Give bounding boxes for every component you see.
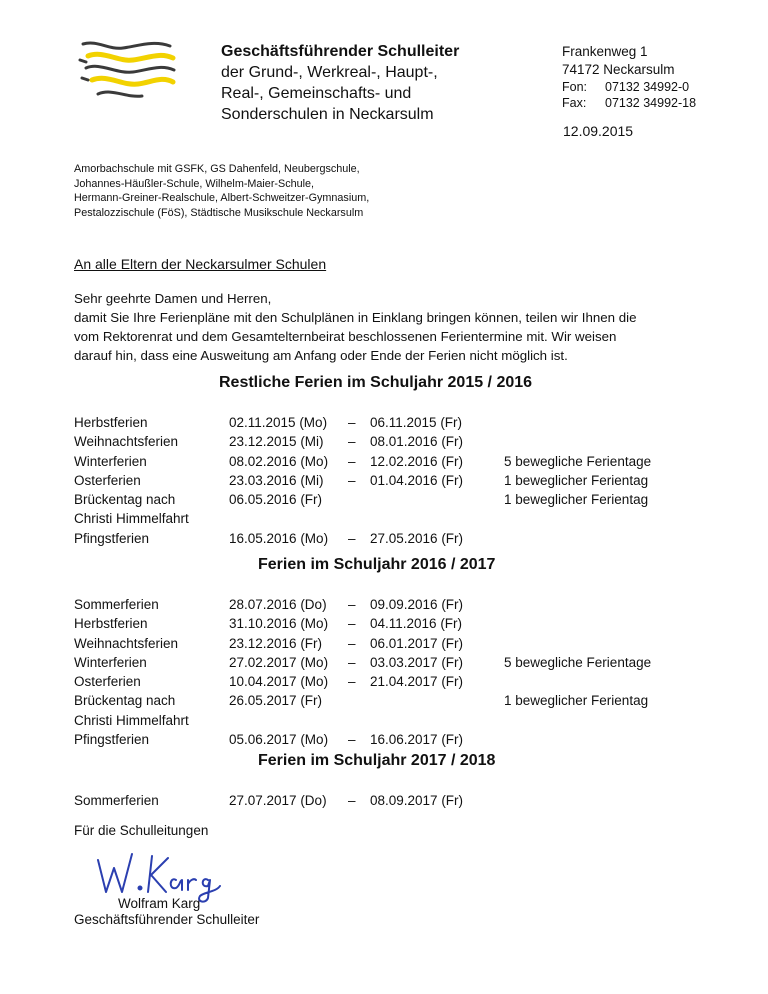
sender-title-line: der Grund-, Werkreal-, Haupt-, [221,64,438,81]
holiday-from: 23.12.2016 (Fr) [229,635,323,651]
school-list [74,162,434,220]
address-city: 74172 Neckarsulm [562,62,675,77]
phone-label: Fon: [562,80,588,94]
holiday-to: 03.03.2017 (Fr) [370,654,464,670]
holiday-row [74,791,724,810]
signer-role: Geschäftsführender Schulleiter [74,912,260,927]
holiday-from: 23.03.2016 (Mi) [229,472,324,488]
school-list-line: Pestalozzischule (FöS), Städtische Musikschule Neckarsulm [74,206,364,219]
holiday-row [74,614,724,633]
holiday-row [74,634,724,653]
holiday-row [74,432,724,451]
address-street: Frankenweg 1 [562,44,648,59]
holiday-to: 06.01.2017 (Fr) [370,635,464,651]
holiday-label: Weihnachtsferien [74,635,179,651]
holiday-dash: – [348,635,356,651]
sender-title [221,41,459,125]
holiday-label: Winterferien [74,654,147,670]
holiday-note: 5 bewegliche Ferientage [504,453,652,469]
holiday-dash: – [348,597,356,612]
intro-line: damit Sie Ihre Ferienpläne mit den Schulplänen in Einklang bringen können, teilen wir Ihnen die [74,310,637,325]
holiday-dash: – [348,530,356,546]
holiday-row [74,452,724,471]
section-title: Ferien im Schuljahr 2017 / 2018 [258,752,496,769]
holiday-to: 06.11.2015 (Fr) [370,415,463,430]
holiday-row [74,730,724,749]
sender-address [562,43,696,111]
holiday-from: 27.07.2017 (Do) [229,793,327,808]
holiday-from: 31.10.2016 (Mo) [229,616,329,632]
section-title: Restliche Ferien im Schuljahr 2015 / 2016 [219,374,533,391]
intro-line: darauf hin, dass eine Ausweitung am Anfang oder Ende der Ferien nicht möglich ist. [74,348,568,363]
holiday-table [74,413,724,548]
holiday-note: 1 beweglicher Ferientag [504,472,649,488]
holiday-dash: – [348,434,356,450]
sender-title-line: Sonderschulen in Neckarsulm [221,106,434,123]
holiday-dash: – [348,616,356,632]
holiday-dash: – [348,472,356,488]
holiday-dash: – [348,453,356,469]
sender-title-bold: Geschäftsführender Schulleiter [221,43,460,60]
holiday-row [74,672,724,691]
holiday-note: 1 beweglicher Ferientag [504,492,649,508]
holiday-label: Winterferien [74,453,147,469]
school-list-line: Johannes-Häußler-Schule, Wilhelm-Maier-Schule, [74,177,315,190]
holiday-label: Pfingstferien [74,732,150,748]
fax-label: Fax: [562,96,587,110]
holiday-from: 08.02.2016 (Mo) [229,453,329,469]
closing: Für die Schulleitungen [74,823,209,838]
holiday-to: 27.05.2016 (Fr) [370,530,464,546]
holiday-from: 28.07.2016 (Do) [229,597,327,612]
holiday-from: 02.11.2015 (Mo) [229,415,328,430]
holiday-label: Sommerferien [74,597,159,612]
holiday-from: 10.04.2017 (Mo) [229,674,329,690]
holiday-to: 04.11.2016 (Fr) [370,616,463,632]
holiday-row [74,595,724,614]
holiday-from: 23.12.2015 (Mi) [229,434,324,450]
holiday-from: 05.06.2017 (Mo) [229,732,329,748]
holiday-to: 08.09.2017 (Fr) [370,793,464,808]
school-logo [78,38,178,110]
holiday-to: 16.06.2017 (Fr) [370,732,464,748]
holiday-dash: – [348,415,356,430]
holiday-from: 06.05.2016 (Fr) [229,492,323,508]
intro-line: vom Rektorenrat und dem Gesamtelternbeirat beschlossenen Ferientermine mit. Wir weisen [74,329,617,344]
holiday-row [74,711,724,730]
holiday-label: Christi Himmelfahrt [74,712,189,728]
fax-number: 07132 34992-18 [605,96,697,110]
sender-title-line: Real-, Gemeinschafts- und [221,85,412,102]
holiday-to: 21.04.2017 (Fr) [370,674,464,690]
holiday-dash: – [348,654,356,670]
holiday-to: 01.04.2016 (Fr) [370,472,464,488]
holiday-label: Herbstferien [74,616,148,632]
holiday-label: Sommerferien [74,793,159,808]
holiday-label: Osterferien [74,674,141,690]
holiday-from: 16.05.2016 (Mo) [229,530,329,546]
holiday-row [74,413,724,432]
holiday-note: 1 beweglicher Ferientag [504,693,649,709]
section-title: Ferien im Schuljahr 2016 / 2017 [258,556,496,573]
greeting: Sehr geehrte Damen und Herren, [74,291,272,306]
holiday-label: Osterferien [74,472,141,488]
holiday-from: 26.05.2017 (Fr) [229,693,323,709]
holiday-to: 12.02.2016 (Fr) [370,453,464,469]
holiday-label: Brückentag nach [74,492,176,508]
holiday-table [74,595,724,749]
holiday-row [74,691,724,710]
holiday-note: 5 bewegliche Ferientage [504,654,652,670]
holiday-dash: – [348,793,356,808]
school-list-line: Hermann-Greiner-Realschule, Albert-Schweitzer-Gymnasium, [74,192,370,204]
contact-table [562,79,696,111]
holiday-label: Herbstferien [74,415,148,430]
holiday-from: 27.02.2017 (Mo) [229,654,329,670]
holiday-dash: – [348,674,356,690]
holiday-row [74,471,724,490]
school-list-line: Amorbachschule mit GSFK, GS Dahenfeld, Neubergschule, [74,163,360,175]
signer-name: Wolfram Karg [118,896,201,911]
holiday-table [74,791,724,810]
addressee: An alle Eltern der Neckarsulmer Schulen [74,256,327,272]
holiday-row [74,653,724,672]
letter-date: 12.09.2015 [563,123,634,139]
intro-text [74,289,714,365]
holiday-row [74,529,724,548]
holiday-row [74,509,724,528]
holiday-label: Weihnachtsferien [74,434,179,450]
holiday-to: 09.09.2016 (Fr) [370,597,464,612]
holiday-to: 08.01.2016 (Fr) [370,434,464,450]
holiday-label: Brückentag nach [74,693,176,709]
phone-number: 07132 34992-0 [605,80,690,94]
holiday-label: Christi Himmelfahrt [74,511,189,527]
holiday-label: Pfingstferien [74,530,150,546]
holiday-row [74,490,724,509]
holiday-dash: – [348,732,356,748]
